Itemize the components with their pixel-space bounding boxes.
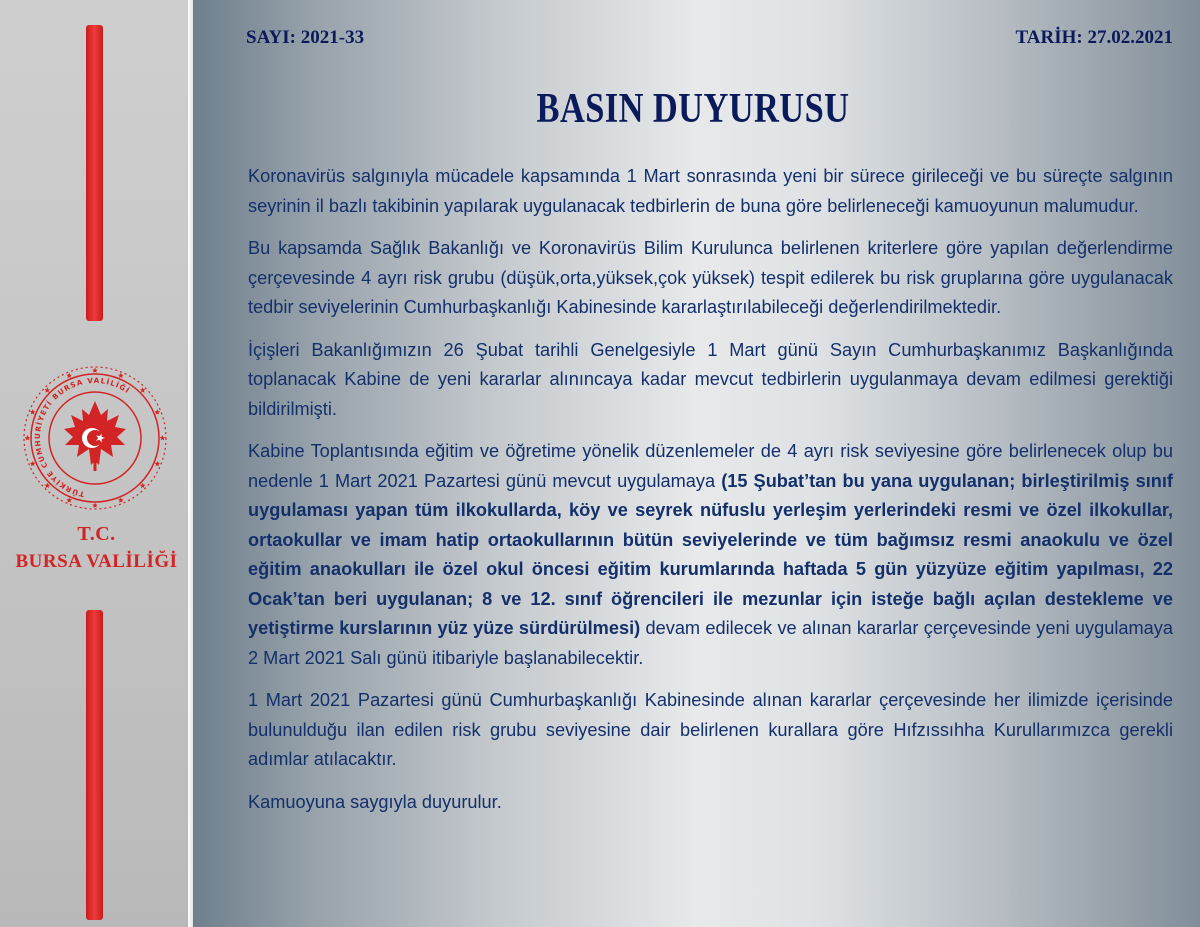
paragraph-4-outro: devam edilecek ve alınan kararlar çerçevesinde yeni uygulamaya 2 Mart 2021 Salı günü itibariyle başlanabilecektir. bbox=[248, 618, 1173, 668]
paragraph-1: Koronavirüs salgınıyla mücadele kapsamında 1 Mart sonrasında yeni bir sürece girileceği ve bu süreçte salgının seyrinin il bazlı takibinin yapılarak uygulanacak tedbirlerin de buna göre belirleneceği kamuoyunun malumudur. bbox=[248, 166, 1173, 216]
red-bar-top bbox=[86, 25, 103, 321]
org-line-1: T.C. bbox=[77, 523, 116, 545]
emblem-star bbox=[160, 435, 166, 440]
paragraph-2: Bu kapsamda Sağlık Bakanlığı ve Koronavirüs Bilim Kurulunca belirlenen kriterlere göre yapılan değerlendirme çerçevesinde 4 ayrı risk grubu (düşük,orta,yüksek,çok yüksek) tespit edilerek bu risk gruplarına göre uygulanacak tedbir seviyelerinin Cumhurbaşkanlığı Kabinesinde kararlaştırılabileceği değerlendirilmektedir. bbox=[248, 238, 1173, 317]
paragraph-3: İçişleri Bakanlığımızın 26 Şubat tarihli Genelgesiyle 1 Mart günü Sayın Cumhurbaşkanımız Başkanlığında toplanacak Kabine de yeni kararlar alınıncaya kadar mevcut tedbirlerin uygulanmaya devam edilmesi gerektiği bildirilmişti. bbox=[248, 339, 1173, 419]
paragraph-4-intro: Kabine Toplantısında eğitim ve öğretime yönelik düzenlemeler de 4 ayrı risk seviyesine göre belirlenecek olup bu nedenle 1 Mart 2021 Pazartesi günü mevcut uygulamaya bbox=[248, 441, 1173, 491]
emblem-star bbox=[25, 435, 31, 440]
paragraph-4 bbox=[248, 437, 1173, 673]
emblem-star bbox=[155, 409, 161, 414]
emblem-text: TÜRKİYE CUMHURİYETİ BURSA VALİLİĞİ bbox=[32, 375, 132, 499]
announcement-page bbox=[193, 0, 1200, 927]
emblem-star bbox=[44, 387, 50, 392]
bursa-valiligi-emblem bbox=[22, 365, 168, 511]
emblem-star bbox=[118, 373, 124, 378]
document-number: SAYI: 2021-33 bbox=[246, 27, 365, 48]
emblem-star bbox=[140, 387, 146, 392]
paragraph-4-bold: (15 Şubat’tan bu yana uygulanan; birleştirilmiş sınıf uygulaması yapan tüm ilkokullarda, köy ve seyrek nüfuslu yerleşim yerlerindeki resmi ve özel ilkokullar, ortaokullar ve imam hatip ortaokullarının bütün seviyelerinde ve tüm bağımsız resmi anaokulu ve özel eğitim anaokulları ile özel okul öncesi eğitim kurumlarında haftada 5 gün yüzyüze eğitim yapılması, 22 Ocak’tan beri uygulanan; 8 ve 12. sınıf öğrencileri ile mezunlar için isteğe bağlı açılan destekleme ve yetiştirme kurslarının yüz yüze sürdürülmesi) bbox=[248, 470, 1173, 638]
emblem-star bbox=[92, 368, 98, 373]
emblem-star bbox=[66, 373, 72, 378]
sidebar bbox=[0, 0, 193, 927]
paragraph-5: 1 Mart 2021 Pazartesi günü Cumhurbaşkanlığı Kabinesinde alınan kararlar çerçevesinde her ilimizde içerisinde bulunulduğu ilan edilen risk grubu seviyesine dair belirlenen kurallara göre Hıfzıssıhha Kurullarımızca gerekli adımlar atılacaktır. bbox=[248, 690, 1173, 769]
emblem-star bbox=[155, 461, 161, 466]
paragraph-6: Kamuoyuna saygıyla duyurulur. bbox=[248, 791, 502, 812]
emblem-star bbox=[92, 503, 98, 508]
emblem-star bbox=[30, 461, 36, 466]
emblem-star bbox=[30, 409, 36, 414]
page-title: BASIN DUYURUSU bbox=[536, 86, 850, 132]
org-line-2: BURSA VALİLİĞİ bbox=[15, 551, 178, 572]
announcement-body bbox=[248, 162, 1173, 830]
document-date: TARİH: 27.02.2021 bbox=[1015, 27, 1173, 48]
red-bar-bottom bbox=[86, 610, 103, 920]
